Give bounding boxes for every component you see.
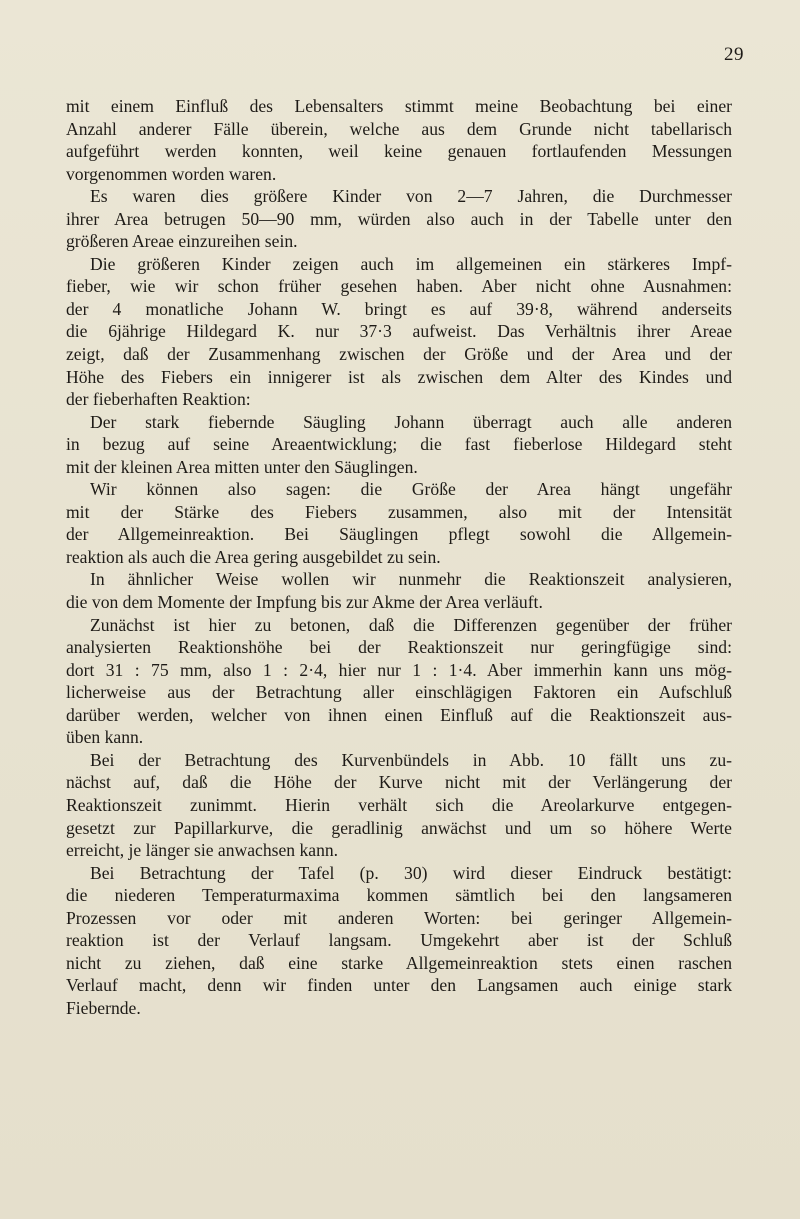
- text-line: Verlauf macht, denn wir finden unter den Langsamen auch einige stark: [66, 975, 732, 996]
- text-line: licherweise aus der Betrachtung aller einschlägigen Faktoren ein Aufschluß: [66, 682, 732, 703]
- text-line: Wir können also sagen: die Größe der Area hängt ungefähr: [90, 479, 732, 500]
- text-line: Bei Betrachtung der Tafel (p. 30) wird dieser Eindruck bestätigt:: [90, 862, 732, 883]
- text-line: fieber, wie wir schon früher gesehen haben. Aber nicht ohne Ausnahmen:: [66, 276, 732, 297]
- text-line: in bezug auf seine Areaentwicklung; die fast fieberlose Hildegard steht: [66, 434, 732, 455]
- body-text: [66, 95, 732, 1019]
- text-line: dort 31 : 75 mm, also 1 : 2·4, hier nur 1 : 1·4. Aber immerhin kann uns mög-: [66, 659, 732, 680]
- text-line: Die größeren Kinder zeigen auch im allgemeinen ein stärkeres Impf-: [90, 253, 732, 274]
- text-line: ihrer Area betrugen 50—90 mm, würden also auch in der Tabelle unter den: [66, 208, 732, 229]
- text-line: die von dem Momente der Impfung bis zur Akme der Area verläuft.: [66, 592, 543, 613]
- text-line: mit der Stärke des Fiebers zusammen, also mit der Intensität: [66, 501, 732, 522]
- text-line: die niederen Temperaturmaxima kommen sämtlich bei den langsameren: [66, 885, 732, 906]
- page-number: 29: [724, 44, 744, 65]
- text-line: die 6jährige Hildegard K. nur 37·3 aufweist. Das Verhältnis ihrer Areae: [66, 321, 732, 342]
- text-line: mit einem Einfluß des Lebensalters stimmt meine Beobachtung bei einer: [66, 96, 732, 116]
- text-line: Höhe des Fiebers ein innigerer ist als zwischen dem Alter des Kindes und: [66, 366, 732, 387]
- text-line: erreicht, je länger sie anwachsen kann.: [66, 840, 339, 861]
- text-line: reaktion ist der Verlauf langsam. Umgekehrt aber ist der Schluß: [66, 930, 732, 951]
- text-line: gesetzt zur Papillarkurve, die geradlinig anwächst und um so höhere Werte: [66, 817, 732, 838]
- text-line: Anzahl anderer Fälle überein, welche aus dem Grunde nicht tabellarisch: [66, 118, 732, 139]
- text-line: nächst auf, daß die Höhe der Kurve nicht mit der Verlängerung der: [66, 772, 732, 793]
- text-line: zeigt, daß der Zusammenhang zwischen der Größe und der Area und der: [66, 344, 732, 365]
- text-line: größeren Areae einzureihen sein.: [66, 231, 298, 252]
- text-line: nicht zu ziehen, daß eine starke Allgemeinreaktion stets einen raschen: [66, 952, 732, 973]
- text-line: In ähnlicher Weise wollen wir nunmehr die Reaktionszeit analysieren,: [90, 569, 732, 590]
- text-line: Fiebernde.: [66, 997, 141, 1018]
- text-line: Reaktionszeit zunimmt. Hierin verhält sich die Areolarkurve entgegen-: [66, 794, 732, 815]
- text-line: darüber werden, welcher von ihnen einen Einfluß auf die Reaktionszeit aus-: [66, 704, 732, 725]
- text-line: vorgenommen worden waren.: [66, 163, 277, 184]
- text-line: Zunächst ist hier zu betonen, daß die Differenzen gegenüber der früher: [90, 614, 732, 635]
- text-line: mit der kleinen Area mitten unter den Säuglingen.: [66, 456, 418, 477]
- text-line: reaktion als auch die Area gering ausgebildet zu sein.: [66, 546, 441, 567]
- text-line: der Allgemeinreaktion. Bei Säuglingen pflegt sowohl die Allgemein-: [66, 524, 732, 545]
- text-line: Bei der Betrachtung des Kurvenbündels in Abb. 10 fällt uns zu-: [90, 749, 732, 770]
- text-line: üben kann.: [66, 727, 144, 748]
- text-line: der 4 monatliche Johann W. bringt es auf 39·8, während anderseits: [66, 298, 732, 319]
- text-line: aufgeführt werden konnten, weil keine genauen fortlaufenden Messungen: [66, 141, 732, 162]
- text-line: Der stark fiebernde Säugling Johann überragt auch alle anderen: [90, 411, 732, 432]
- text-line: Es waren dies größere Kinder von 2—7 Jahren, die Durchmesser: [90, 186, 732, 207]
- text-line: analysierten Reaktionshöhe bei der Reaktionszeit nur geringfügige sind:: [66, 637, 732, 658]
- text-line: der fieberhaften Reaktion:: [66, 389, 251, 410]
- text-line: Prozessen vor oder mit anderen Worten: bei geringer Allgemein-: [66, 907, 732, 928]
